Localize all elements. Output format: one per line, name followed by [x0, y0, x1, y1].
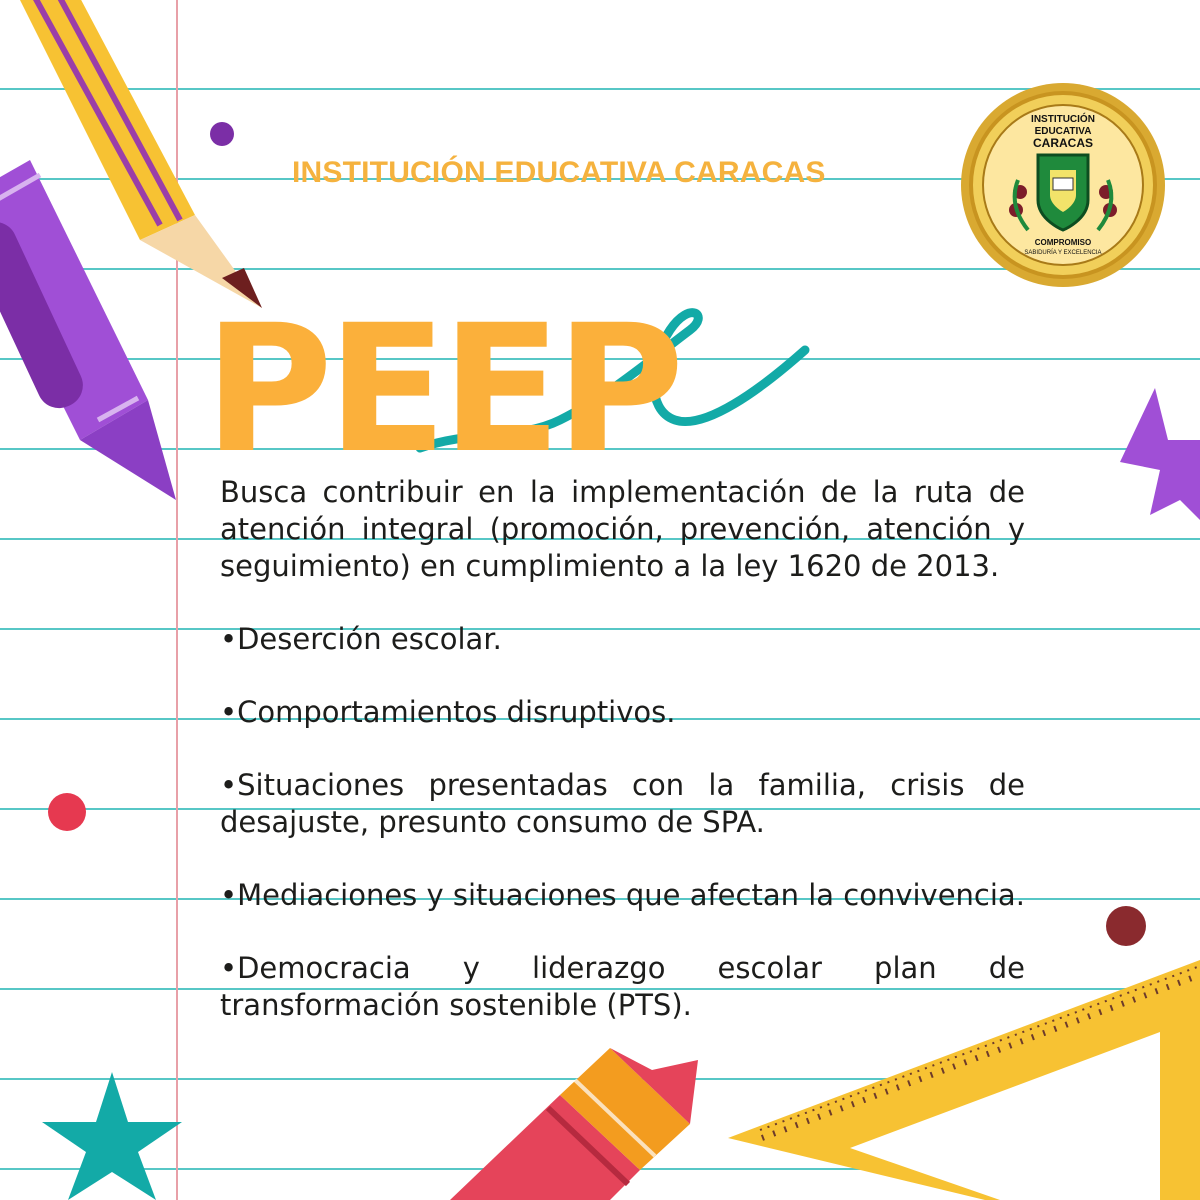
- seal-line1: INSTITUCIÓN: [1031, 114, 1095, 125]
- school-name-heading: INSTITUCIÓN EDUCATIVA CARACAS: [292, 156, 826, 189]
- seal-motto: COMPROMISO: [1034, 238, 1092, 247]
- school-seal-logo: [958, 80, 1168, 290]
- red-dot-icon: [48, 793, 86, 831]
- list-item: •Deserción escolar.: [220, 622, 502, 656]
- content-body: [220, 474, 1025, 1060]
- intro-paragraph: Busca contribuir en la implementación de la ruta de atención integral (promoción, prevención, atención y seguimiento) en cumplimiento a la ley 1620 de 2013.: [220, 475, 1025, 583]
- list-item: •Situaciones presentadas con la familia, crisis de desajuste, presunto consumo de SPA.: [220, 768, 1025, 839]
- page-title: PEEP: [204, 287, 679, 492]
- seal-line2: EDUCATIVA: [1034, 126, 1092, 137]
- list-item: •Comportamientos disruptivos.: [220, 695, 676, 729]
- red-crayon-icon: [450, 1048, 698, 1200]
- purple-star-icon: [1120, 388, 1200, 520]
- list-item: •Democracia y liderazgo escolar plan de transformación sostenible (PTS).: [220, 951, 1025, 1022]
- seal-motto-sub: SABIDURÍA Y EXCELENCIA: [1024, 250, 1102, 256]
- list-item: •Mediaciones y situaciones que afectan la convivencia.: [220, 878, 1025, 912]
- seal-line3: CARACAS: [1033, 136, 1093, 150]
- purple-dot-icon: [210, 122, 234, 146]
- teal-star-icon: [42, 1072, 182, 1200]
- maroon-dot-icon: [1106, 906, 1146, 946]
